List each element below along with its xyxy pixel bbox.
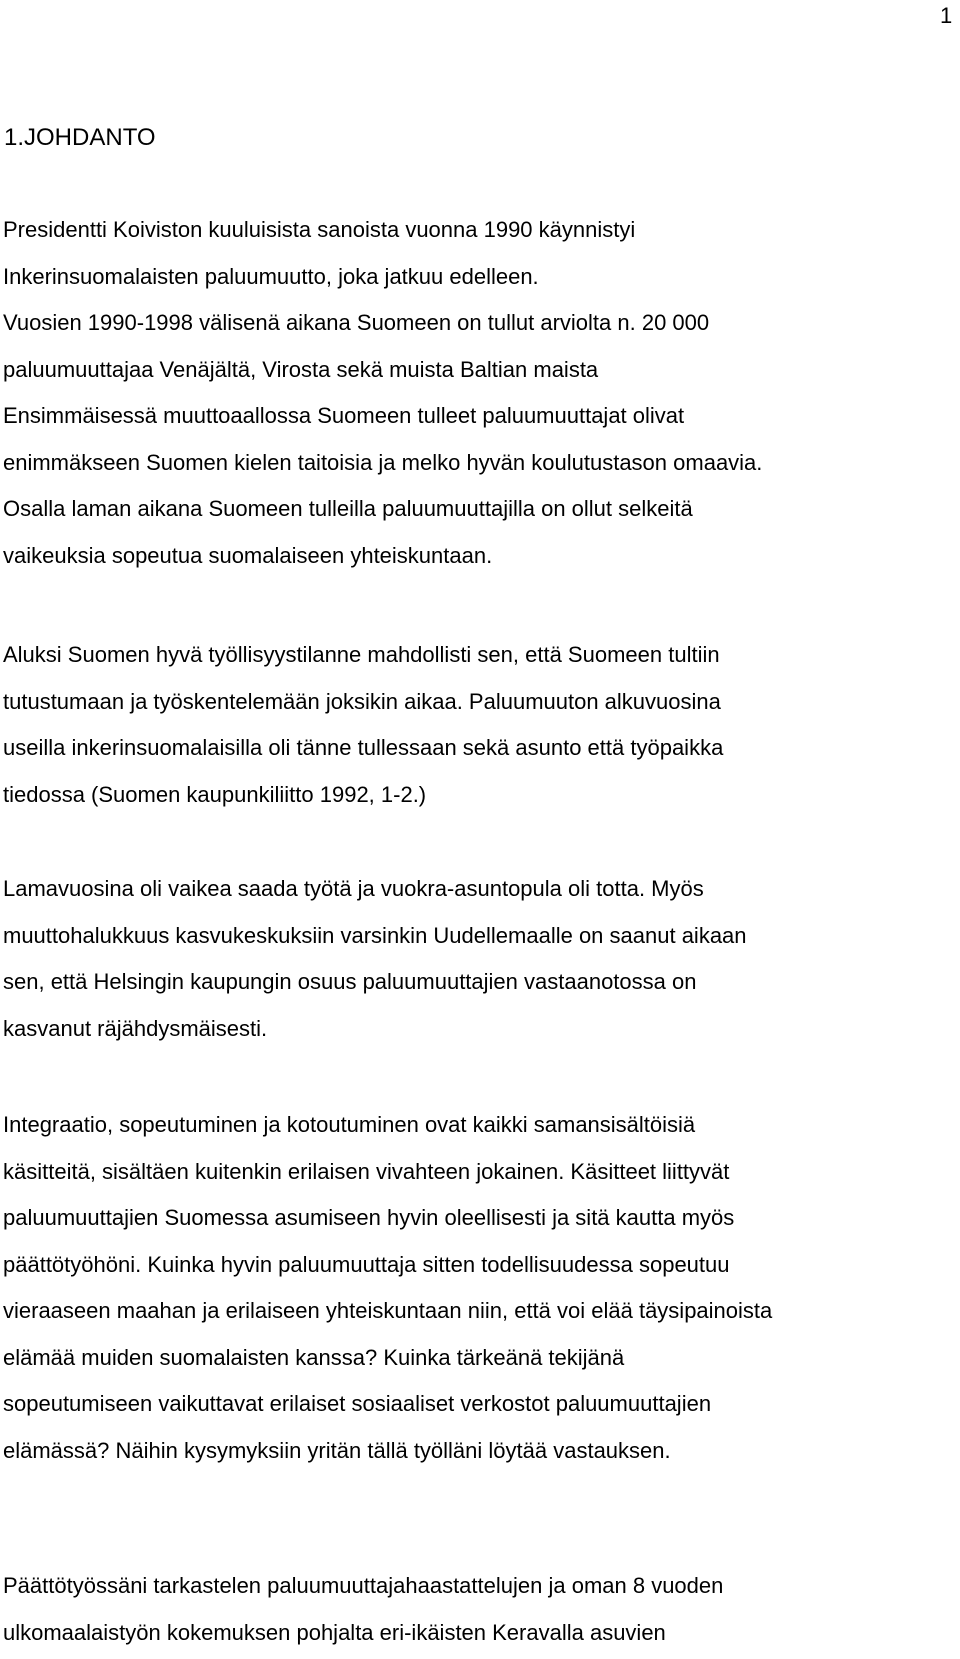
text-line: sen, että Helsingin kaupungin osuus paluumuuttajien vastaanotossa on	[3, 969, 697, 994]
text-line: ulkomaalaistyön kokemuksen pohjalta eri-ikäisten Keravalla asuvien	[3, 1619, 666, 1645]
text-line: Ensimmäisessä muuttoaallossa Suomeen tulleet paluumuuttajat olivat	[3, 403, 685, 428]
text-line: tiedossa (Suomen kaupunkiliitto 1992, 1-2.)	[3, 781, 427, 807]
text-line: vaikeuksia sopeutua suomalaiseen yhteiskuntaan.	[3, 542, 493, 568]
text-line: Inkerinsuomalaisten paluumuutto, joka jatkuu edelleen.	[3, 263, 539, 289]
chapter-heading: 1.JOHDANTO	[4, 124, 156, 151]
text-line: Vuosien 1990-1998 välisenä aikana Suomeen on tullut arviolta n. 20 000	[3, 310, 710, 335]
paragraph-1	[0, 207, 960, 579]
page-number: 1	[940, 3, 953, 28]
paragraph-2	[0, 632, 960, 818]
paragraph-5	[0, 1563, 960, 1656]
paragraph-4	[0, 1102, 960, 1474]
text-line: kasvanut räjähdysmäisesti.	[3, 1015, 268, 1041]
text-line: sopeutumiseen vaikuttavat erilaiset sosiaaliset verkostot paluumuuttajien	[3, 1391, 712, 1416]
text-line: muuttohalukkuus kasvukeskuksiin varsinkin Uudellemaalle on saanut aikaan	[3, 922, 747, 948]
text-line: enimmäkseen Suomen kielen taitoisia ja melko hyvän koulutustason omaavia.	[3, 449, 763, 475]
text-line: Presidentti Koiviston kuuluisista sanoista vuonna 1990 käynnistyi	[3, 217, 636, 242]
text-line: Päättötyössäni tarkastelen paluumuuttajahaastattelujen ja oman 8 vuoden	[3, 1573, 724, 1598]
text-line: elämää muiden suomalaisten kanssa? Kuinka tärkeänä tekijänä	[3, 1344, 625, 1370]
text-line: Lamavuosina oli vaikea saada työtä ja vuokra-asuntopula oli totta. Myös	[3, 876, 704, 901]
text-line: tutustumaan ja työskentelemään joksikin aikaa. Paluumuuton alkuvuosina	[3, 688, 721, 714]
text-line: vieraaseen maahan ja erilaiseen yhteiskuntaan niin, että voi elää täysipainoista	[3, 1298, 773, 1323]
text-line: käsitteitä, sisältäen kuitenkin erilaisen vivahteen jokainen. Käsitteet liittyvät	[3, 1158, 730, 1184]
text-line: päättötyöhöni. Kuinka hyvin paluumuuttaja sitten todellisuudessa sopeutuu	[3, 1251, 730, 1277]
text-line: Aluksi Suomen hyvä työllisyystilanne mahdollisti sen, että Suomeen tultiin	[3, 642, 720, 667]
text-line: elämässä? Näihin kysymyksiin yritän tällä työlläni löytää vastauksen.	[3, 1437, 671, 1463]
text-line: paluumuuttajaa Venäjältä, Virosta sekä muista Baltian maista	[3, 356, 599, 382]
text-line: useilla inkerinsuomalaisilla oli tänne tullessaan sekä asunto että työpaikka	[3, 735, 724, 760]
paragraph-3	[0, 866, 960, 1052]
text-line: Integraatio, sopeutuminen ja kotoutuminen ovat kaikki samansisältöisiä	[3, 1112, 696, 1137]
text-line: paluumuuttajien Suomessa asumiseen hyvin oleellisesti ja sitä kautta myös	[3, 1205, 735, 1230]
text-line: Osalla laman aikana Suomeen tulleilla paluumuuttajilla on ollut selkeitä	[3, 496, 693, 521]
